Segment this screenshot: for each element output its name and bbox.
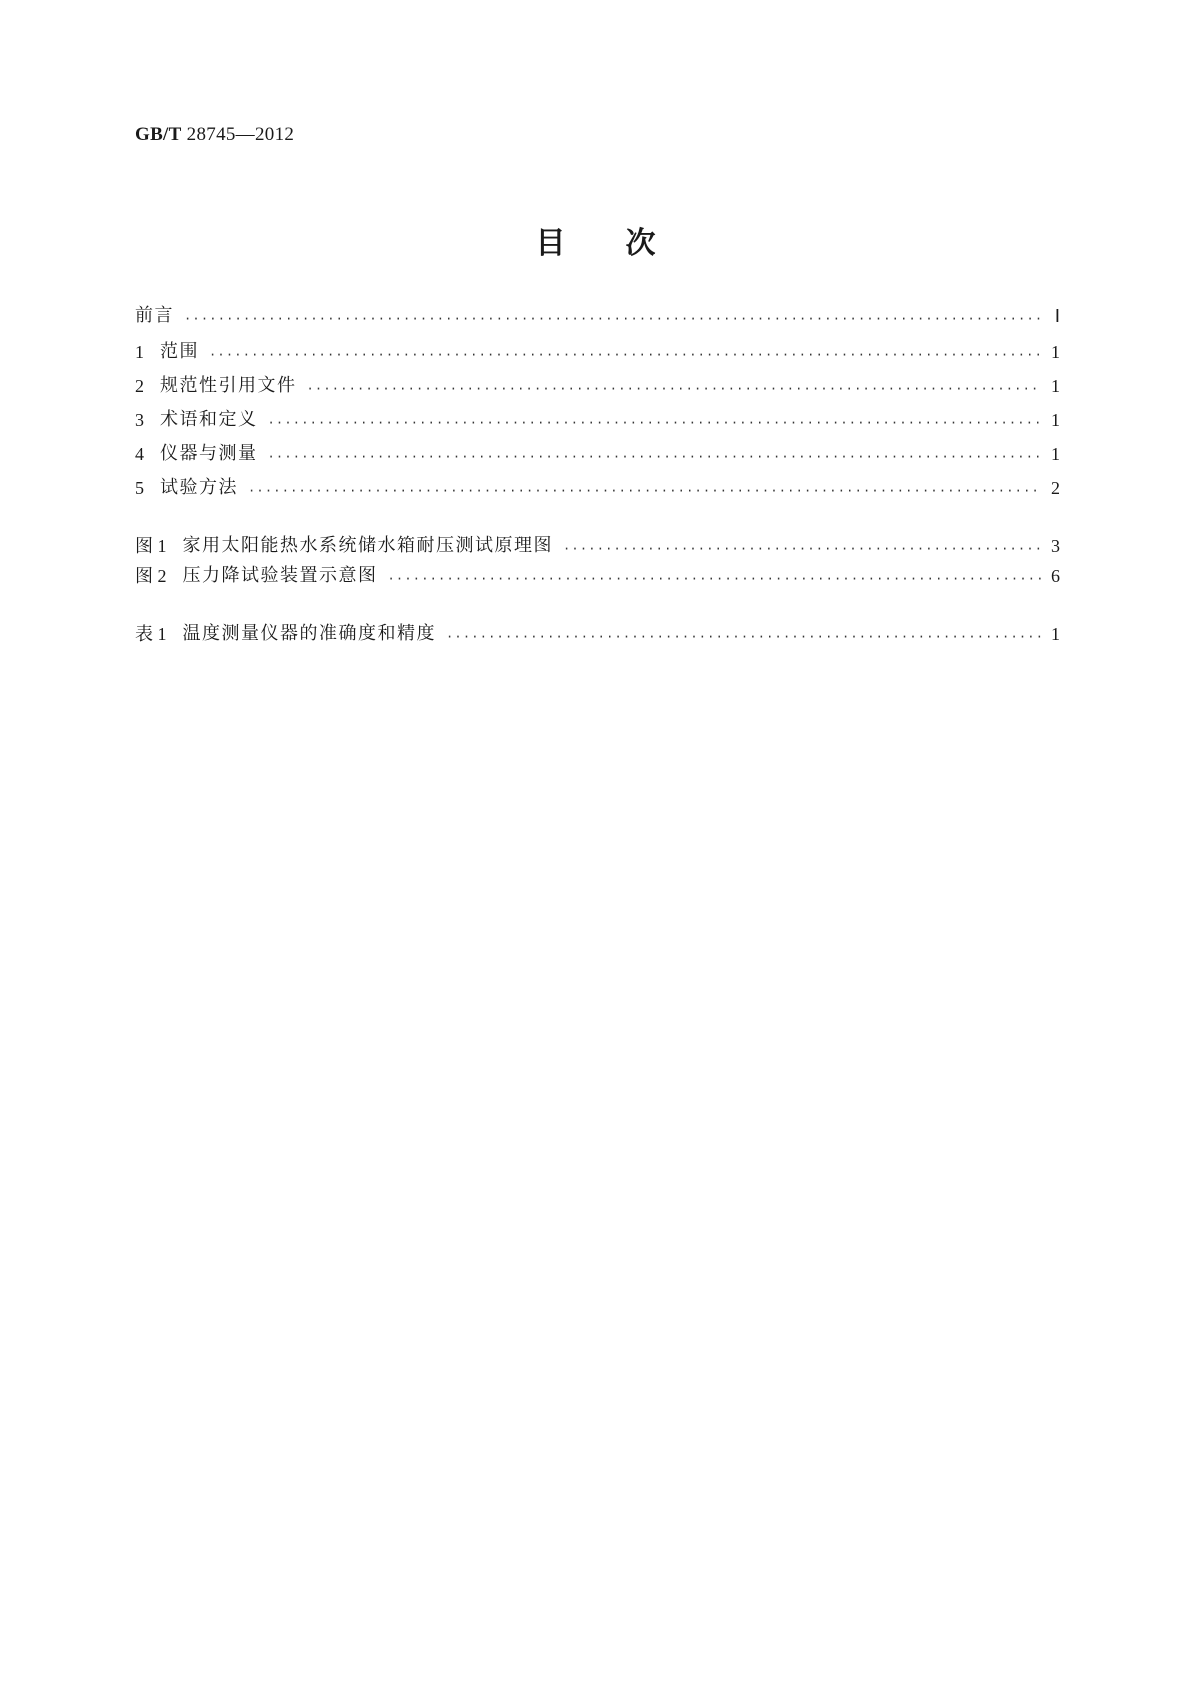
toc-entry-instruments[interactable] <box>135 440 1060 468</box>
toc-entry-page: 1 <box>1051 410 1060 430</box>
toc-entry-figure-1[interactable] <box>135 532 1060 560</box>
toc-entry-scope[interactable] <box>135 338 1060 366</box>
toc-entry-title: 压力降试验装置示意图 <box>182 565 378 586</box>
toc-entry-page: 3 <box>1051 536 1060 556</box>
toc-entry-title: 范围 <box>160 341 199 362</box>
toc-entry-number: 图 2 <box>135 566 167 586</box>
toc-entry-number: 4 <box>135 444 144 464</box>
toc-entry-page: 1 <box>1051 342 1060 362</box>
toc-entry-normative-references[interactable] <box>135 372 1060 400</box>
toc-entry-number: 5 <box>135 478 144 498</box>
toc-entry-title: 试验方法 <box>160 477 238 498</box>
toc-entry-number: 图 1 <box>135 536 167 556</box>
toc-entry-number: 表 1 <box>135 624 167 644</box>
standard-year-number: 28745—2012 <box>186 124 295 145</box>
toc-entry-title: 温度测量仪器的准确度和精度 <box>182 623 436 644</box>
dot-leader <box>388 568 1043 590</box>
toc-entry-page: 1 <box>1051 624 1060 644</box>
toc-entry-number: 3 <box>135 410 144 430</box>
toc-entry-table-1[interactable] <box>135 620 1060 648</box>
dot-leader <box>184 308 1042 330</box>
standard-number <box>135 124 294 146</box>
standard-code: GB/T <box>135 124 182 145</box>
dot-leader <box>446 626 1042 648</box>
toc-entry-number: 1 <box>135 342 144 362</box>
toc-entry-page: 1 <box>1051 444 1060 464</box>
toc-entry-title: 前言 <box>135 305 174 326</box>
toc-entry-foreword[interactable] <box>135 302 1060 330</box>
toc-entry-title: 规范性引用文件 <box>160 375 297 396</box>
dot-leader <box>248 480 1042 502</box>
toc-entry-figure-2[interactable] <box>135 562 1060 590</box>
toc-entry-number: 2 <box>135 376 144 396</box>
toc-entry-terms-definitions[interactable] <box>135 406 1060 434</box>
toc-entry-title: 仪器与测量 <box>160 443 258 464</box>
toc-entry-test-methods[interactable] <box>135 474 1060 502</box>
dot-leader <box>268 446 1043 468</box>
toc-entry-page: 2 <box>1051 478 1060 498</box>
toc-entry-title: 家用太阳能热水系统储水箱耐压测试原理图 <box>182 535 553 556</box>
dot-leader <box>563 538 1042 560</box>
toc-entry-page: 1 <box>1051 376 1060 396</box>
toc-entry-title: 术语和定义 <box>160 409 258 430</box>
dot-leader <box>209 344 1042 366</box>
toc-entry-page: 6 <box>1051 566 1060 586</box>
dot-leader <box>307 378 1043 400</box>
page-title: 目次 <box>535 226 716 261</box>
toc-entry-page: Ⅰ <box>1054 306 1060 326</box>
dot-leader <box>268 412 1043 434</box>
